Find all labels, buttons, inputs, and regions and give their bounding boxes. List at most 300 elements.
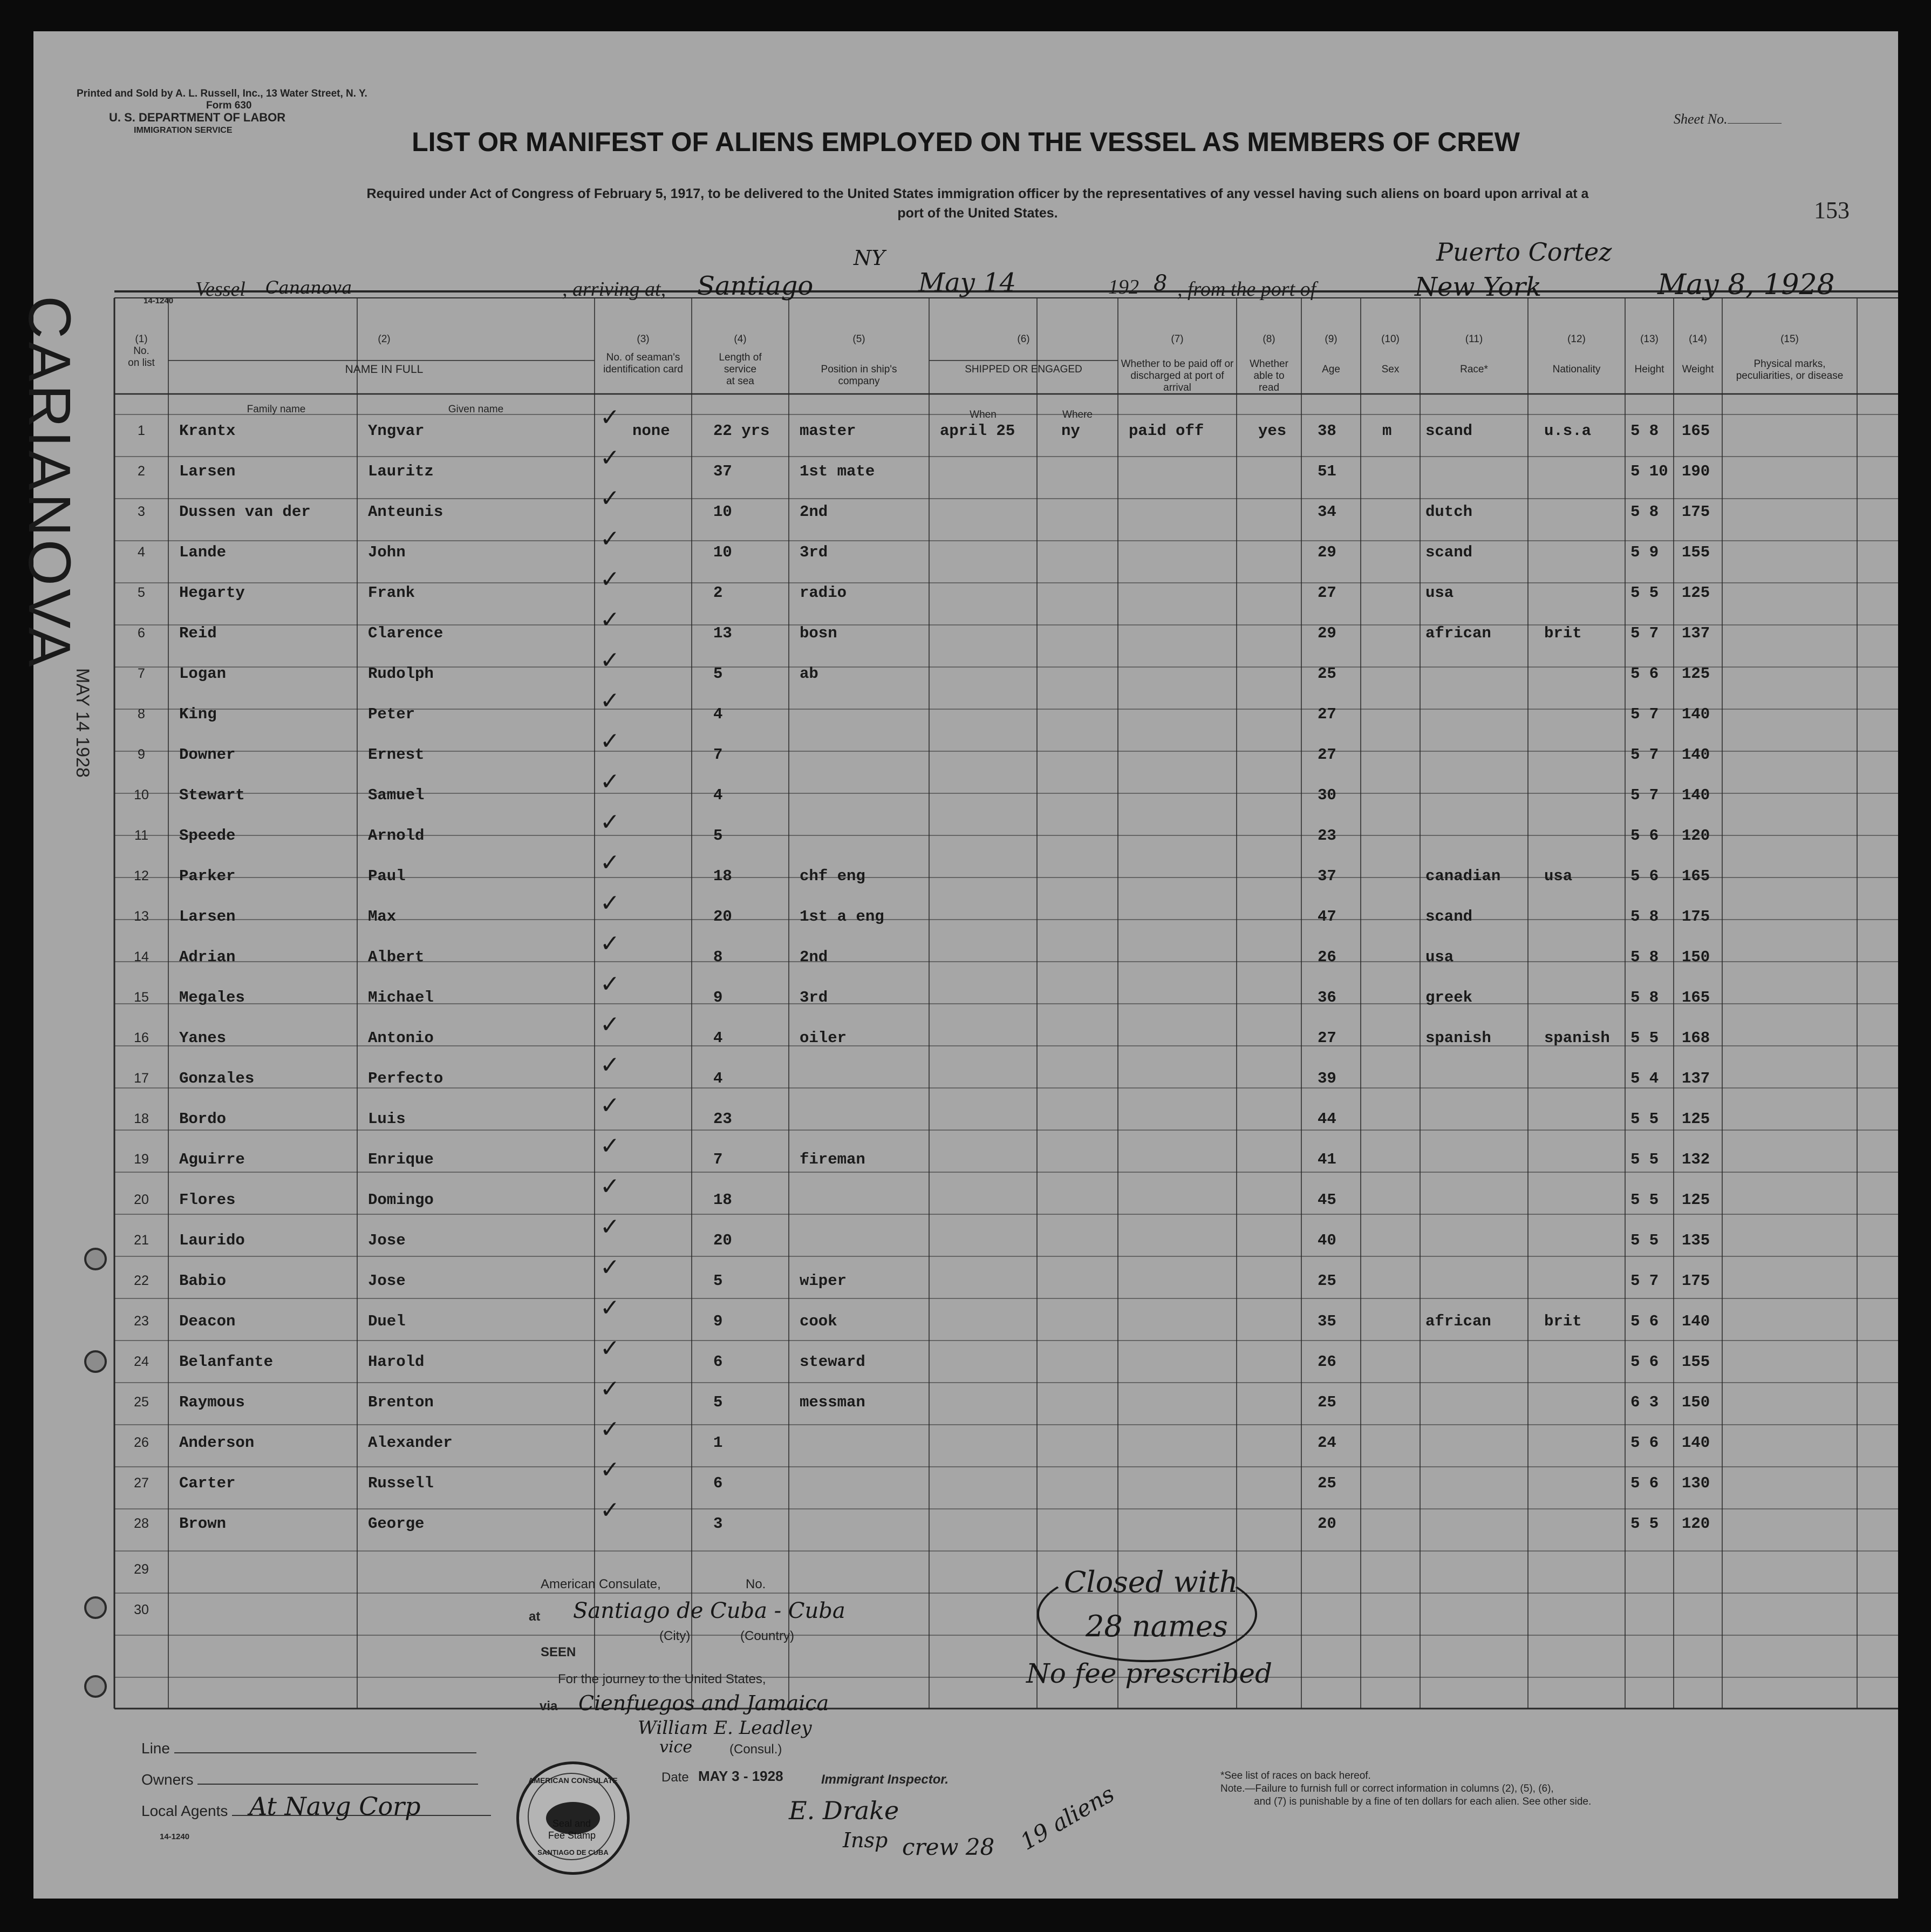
cell-position: 1st a eng [800,908,884,926]
check-mark-icon: ✓ [600,849,620,876]
cell-given: Peter [368,705,415,723]
row-number: 7 [138,666,145,681]
cell-service: 9 [713,1312,723,1330]
cell-height: 5 6 [1630,1312,1659,1330]
cell-family: Raymous [179,1393,245,1411]
cell-age: 26 [1318,1353,1336,1371]
row-number: 13 [134,909,149,924]
inspector-label: Immigrant Inspector. [821,1772,949,1787]
header-col4: (4) Length of service at sea [719,334,762,387]
cell-when: april 25 [940,422,1015,440]
cell-race: scand [1425,543,1473,561]
check-mark-icon: ✓ [600,1092,620,1119]
cell-family: Megales [179,989,245,1006]
check-mark-icon: ✓ [600,727,620,755]
header-col5: (5) Position in ship's company [821,334,897,387]
agents-label: Local Agents [141,1802,491,1820]
manifest-paper [16,31,1898,1899]
cell-family: Speede [179,827,236,845]
cell-height: 5 8 [1630,948,1659,966]
cell-position: radio [800,584,847,602]
cell-family: Anderson [179,1434,255,1452]
cell-height: 5 9 [1630,543,1659,561]
cell-height: 5 7 [1630,705,1659,723]
cell-nat: brit [1544,1312,1582,1330]
cell-height: 5 8 [1630,422,1659,440]
inspector-signature: E. Drake [789,1796,899,1825]
cell-service: 22 yrs [713,422,770,440]
row-number: 21 [134,1233,149,1248]
city-label: (City) [659,1629,691,1643]
cell-height: 5 5 [1630,1110,1659,1128]
cell-weight: 125 [1682,665,1710,683]
cell-service: 4 [713,1070,723,1087]
cell-weight: 120 [1682,827,1710,845]
penalty-note-2: and (7) is punishable by a fine of ten dollars for each alien. See other side. [1254,1796,1592,1807]
consulate-city: Santiago de Cuba - Cuba [573,1598,845,1623]
side-stamp: CARIANOVA [16,296,83,670]
cell-weight: 137 [1682,1070,1710,1087]
cell-height: 5 6 [1630,665,1659,683]
cell-position: 1st mate [800,462,875,480]
binder-hole [84,1248,107,1270]
cell-family: Deacon [179,1312,236,1330]
cell-family: Dussen van der [179,503,311,521]
arrival-date: May 14 [918,268,1016,298]
header-when: When [970,409,997,420]
cell-position: 3rd [800,989,828,1006]
row-number: 29 [134,1562,149,1577]
closed-note: Closed with 28 names No fee prescribed [1026,1565,1272,1689]
cell-given: Albert [368,948,425,966]
cell-service: 6 [713,1474,723,1492]
check-mark-icon: ✓ [600,1051,620,1079]
cell-race: african [1425,624,1491,642]
cell-weight: 132 [1682,1151,1710,1168]
cell-height: 5 5 [1630,584,1659,602]
header-where: Where [1062,409,1093,420]
arriving-note: NY [854,246,885,270]
cell-position: oiler [800,1029,847,1047]
cell-given: Alexander [368,1434,453,1452]
header-col8: (8) Whether able to read [1250,334,1288,393]
cell-service: 20 [713,908,732,926]
cell-age: 30 [1318,786,1336,804]
check-mark-icon: ✓ [600,1335,620,1362]
check-mark-icon: ✓ [600,525,620,553]
cell-weight: 140 [1682,705,1710,723]
year-prefix: 192 [1108,276,1139,298]
cell-given: Frank [368,584,415,602]
from-note: Puerto Cortez [1436,237,1612,267]
header-col13: (13) Height [1634,334,1664,375]
check-mark-icon: ✓ [600,1213,620,1241]
cell-height: 5 6 [1630,827,1659,845]
cell-height: 5 6 [1630,1474,1659,1492]
cell-age: 34 [1318,503,1336,521]
cell-age: 40 [1318,1232,1336,1249]
cell-given: Samuel [368,786,425,804]
cell-given: Michael [368,989,434,1006]
cell-given: Luis [368,1110,406,1128]
cell-service: 5 [713,1393,723,1411]
cell-race: canadian [1425,867,1501,885]
row-number: 24 [134,1354,149,1369]
cell-service: 6 [713,1353,723,1371]
binder-hole [84,1596,107,1619]
requirement-text: Required under Act of Congress of February 5, 1917, to be delivered to the United States immigration officer by the representatives of any vessel having such aliens on board upon arrival at a port of the United States. [366,186,1589,221]
crew-count-note: crew 28 [902,1834,995,1860]
cell-family: Carter [179,1474,236,1492]
cell-age: 25 [1318,1272,1336,1290]
cell-height: 5 5 [1630,1029,1659,1047]
header-given-name: Given name [448,404,504,415]
from-label: , from the port of [1177,278,1316,301]
cell-height: 5 7 [1630,624,1659,642]
cell-age: 37 [1318,867,1336,885]
departure-date: May 8, 1928 [1657,269,1835,301]
check-mark-icon: ✓ [600,768,620,795]
row-number: 30 [134,1602,149,1617]
check-mark-icon: ✓ [600,687,620,715]
cell-position: master [800,422,856,440]
cell-family: Babio [179,1272,227,1290]
header-col9: (9) Age [1322,334,1340,375]
cell-weight: 175 [1682,908,1710,926]
header-col7: (7) Whether to be paid off or discharged at port of arrival [1121,334,1234,393]
row-number: 9 [138,747,145,762]
cell-position: chf eng [800,867,865,885]
binder-hole [84,1350,107,1373]
cell-family: Yanes [179,1029,227,1047]
cell-service: 18 [713,867,732,885]
check-mark-icon: ✓ [600,566,620,593]
cell-service: 4 [713,1029,723,1047]
cell-family: King [179,705,217,723]
vice-note: vice [659,1738,693,1757]
cell-family: Logan [179,665,227,683]
cell-service: 37 [713,462,732,480]
arriving-port: Santiago [697,271,814,301]
printer-imprint: Printed and Sold by A. L. Russell, Inc., 13 Water Street, N. Y. [77,88,367,99]
cell-family: Bordo [179,1110,227,1128]
form-number: Form 630 [206,100,252,111]
cell-given: Lauritz [368,462,434,480]
cell-given: Brenton [368,1393,434,1411]
via-route: Cienfuegos and Jamaica [578,1691,829,1715]
cell-service: 4 [713,786,723,804]
cell-service: 5 [713,827,723,845]
cell-age: 23 [1318,827,1336,845]
cell-service: 4 [713,705,723,723]
cell-weight: 150 [1682,1393,1710,1411]
header-col14: (14) Weight [1682,334,1714,375]
cell-given: Arnold [368,827,425,845]
cell-given: Russell [368,1474,434,1492]
cell-given: Yngvar [368,422,425,440]
cell-position: 3rd [800,543,828,561]
table-grid [16,31,1898,1899]
cell-service: 18 [713,1191,732,1209]
cell-height: 5 10 [1630,462,1668,480]
check-mark-icon: ✓ [600,1416,620,1443]
cell-weight: 165 [1682,422,1710,440]
cell-given: Enrique [368,1151,434,1168]
cell-family: Parker [179,867,236,885]
cell-weight: 175 [1682,503,1710,521]
header-col10: (10) Sex [1381,334,1400,375]
cell-service: 13 [713,624,732,642]
cell-family: Downer [179,746,236,764]
row-number: 19 [134,1152,149,1167]
cell-service: 7 [713,1151,723,1168]
at-label: at [529,1609,541,1624]
cell-given: Perfecto [368,1070,443,1087]
cell-service: 3 [713,1515,723,1533]
local-agents: At Navg Corp [249,1792,421,1821]
cell-family: Gonzales [179,1070,255,1087]
cell-age: 38 [1318,422,1336,440]
consulate-label: American Consulate, [541,1577,661,1591]
row-number: 26 [134,1435,149,1450]
check-mark-icon: ✓ [600,606,620,634]
row-number: 6 [138,625,145,641]
cell-height: 5 8 [1630,503,1659,521]
cell-card: none [632,422,670,440]
consul-label: (Consul.) [729,1742,782,1757]
date-label: Date [661,1770,689,1785]
cell-service: 5 [713,665,723,683]
cell-race: african [1425,1312,1491,1330]
cell-weight: 135 [1682,1232,1710,1249]
cell-weight: 168 [1682,1029,1710,1047]
cell-weight: 130 [1682,1474,1710,1492]
cell-family: Larsen [179,462,236,480]
arriving-label: , arriving at, [562,278,666,301]
cell-height: 5 7 [1630,746,1659,764]
cell-age: 27 [1318,584,1336,602]
cell-age: 24 [1318,1434,1336,1452]
cell-position: steward [800,1353,865,1371]
cell-weight: 190 [1682,462,1710,480]
header-col2: (2) NAME IN FULL [345,334,424,376]
cell-age: 51 [1318,462,1336,480]
cell-age: 45 [1318,1191,1336,1209]
row-number: 11 [134,828,148,843]
cell-family: Reid [179,624,217,642]
cell-age: 29 [1318,543,1336,561]
row-number: 10 [134,787,149,802]
header-col12: (12) Nationality [1552,334,1601,375]
cell-height: 5 8 [1630,989,1659,1006]
cell-given: Ernest [368,746,425,764]
cell-read: yes [1258,422,1287,440]
cell-weight: 137 [1682,624,1710,642]
cell-family: Lande [179,543,227,561]
cell-family: Larsen [179,908,236,926]
department-label: U. S. DEPARTMENT OF LABOR [109,111,286,124]
cell-position: bosn [800,624,837,642]
cell-age: 27 [1318,705,1336,723]
cell-age: 39 [1318,1070,1336,1087]
cell-family: Hegarty [179,584,245,602]
cell-service: 8 [713,948,723,966]
header-col6: (6) SHIPPED OR ENGAGED [965,334,1082,375]
check-mark-icon: ✓ [600,1132,620,1160]
cell-given: George [368,1515,425,1533]
cell-position: 2nd [800,503,828,521]
cell-age: 20 [1318,1515,1336,1533]
cell-age: 44 [1318,1110,1336,1128]
cell-race: scand [1425,908,1473,926]
cell-height: 5 4 [1630,1070,1659,1087]
cell-nat: usa [1544,867,1573,885]
check-mark-icon: ✓ [600,1173,620,1200]
cell-position: ab [800,665,818,683]
row-number: 3 [138,504,145,519]
cell-weight: 140 [1682,1312,1710,1330]
cell-family: Belanfante [179,1353,274,1371]
via-label: via [540,1699,558,1713]
cell-weight: 165 [1682,989,1710,1006]
row-number: 20 [134,1192,149,1207]
row-number: 2 [138,464,145,479]
cell-given: Paul [368,867,406,885]
cell-weight: 140 [1682,746,1710,764]
header-col11: (11) Race* [1460,334,1488,375]
cell-family: Stewart [179,786,245,804]
check-mark-icon: ✓ [600,808,620,836]
aliens-count-note: 19 aliens [1015,1780,1119,1855]
check-mark-icon: ✓ [600,1294,620,1322]
cell-height: 5 6 [1630,1353,1659,1371]
cell-race: greek [1425,989,1473,1006]
cell-weight: 155 [1682,1353,1710,1371]
consul-signature: William E. Leadley [638,1717,812,1739]
cell-age: 25 [1318,1393,1336,1411]
row-number: 4 [138,545,145,560]
cell-service: 7 [713,746,723,764]
cell-weight: 140 [1682,786,1710,804]
cell-height: 5 5 [1630,1191,1659,1209]
cell-age: 41 [1318,1151,1336,1168]
cell-given: Rudolph [368,665,434,683]
row-number: 1 [138,423,145,438]
journey-label: For the journey to the United States, [558,1672,766,1686]
cell-race: dutch [1425,503,1473,521]
cell-given: Jose [368,1272,406,1290]
sheet-number: 153 [1814,197,1850,223]
cell-position: fireman [800,1151,865,1168]
form-title: LIST OR MANIFEST OF ALIENS EMPLOYED ON THE VESSEL AS MEMBERS OF CREW [412,127,1520,157]
row-number: 14 [134,949,149,964]
form-code-top: 14-1240 [144,296,174,305]
check-mark-icon: ✓ [600,485,620,512]
form-code-bottom: 14-1240 [160,1832,190,1841]
check-mark-icon: ✓ [600,444,620,472]
cell-age: 25 [1318,665,1336,683]
row-number: 12 [134,868,149,883]
cell-height: 6 3 [1630,1393,1659,1411]
cell-height: 5 6 [1630,1434,1659,1452]
cell-given: Harold [368,1353,425,1371]
cell-height: 5 8 [1630,908,1659,926]
row-number: 27 [134,1475,149,1491]
cell-nat: brit [1544,624,1582,642]
cell-height: 5 5 [1630,1151,1659,1168]
inspector-title: Insp [843,1828,888,1852]
check-mark-icon: ✓ [600,1011,620,1038]
cell-height: 5 6 [1630,867,1659,885]
side-date-stamp: MAY 14 1928 [72,668,93,778]
cell-position: wiper [800,1272,847,1290]
from-port: New York [1415,272,1542,302]
row-number: 23 [134,1314,149,1329]
vessel-name: Cananova [265,277,352,298]
cell-race: usa [1425,948,1454,966]
cell-family: Aguirre [179,1151,245,1168]
row-number: 5 [138,585,145,600]
cell-age: 27 [1318,1029,1336,1047]
row-number: 8 [138,706,145,722]
check-mark-icon: ✓ [600,647,620,674]
cell-height: 5 7 [1630,1272,1659,1290]
cell-family: Laurido [179,1232,245,1249]
cell-age: 29 [1318,624,1336,642]
cell-race: spanish [1425,1029,1491,1047]
cell-given: Max [368,908,397,926]
cell-weight: 175 [1682,1272,1710,1290]
cell-family: Brown [179,1515,227,1533]
seen-label: SEEN [541,1645,576,1659]
cell-age: 35 [1318,1312,1336,1330]
vessel-label: Vessel [195,278,245,301]
consulate-seal: AMERICAN CONSULATE Seal and Fee Stamp SANTIAGO DE CUBA [516,1761,630,1875]
cell-given: Jose [368,1232,406,1249]
binder-hole [84,1675,107,1698]
cell-weight: 125 [1682,1191,1710,1209]
cell-nat: spanish [1544,1029,1610,1047]
row-number: 25 [134,1394,149,1410]
cell-age: 47 [1318,908,1336,926]
cell-given: Duel [368,1312,406,1330]
year-suffix: 8 [1154,271,1168,296]
sheet-label: Sheet No. [1674,111,1782,127]
cell-service: 23 [713,1110,732,1128]
cell-height: 5 5 [1630,1232,1659,1249]
check-mark-icon: ✓ [600,889,620,917]
row-number: 22 [134,1273,149,1288]
cell-height: 5 7 [1630,786,1659,804]
cell-weight: 155 [1682,543,1710,561]
cell-position: 2nd [800,948,828,966]
cell-weight: 125 [1682,584,1710,602]
header-col1: (1) No. on list [128,334,155,369]
check-mark-icon: ✓ [600,970,620,998]
cell-weight: 165 [1682,867,1710,885]
cell-race: usa [1425,584,1454,602]
line-label: Line [141,1740,476,1757]
check-mark-icon: ✓ [600,1254,620,1281]
header-family-name: Family name [247,404,306,415]
cell-given: Domingo [368,1191,434,1209]
cell-service: 10 [713,503,732,521]
cell-paid: paid off [1129,422,1204,440]
cell-age: 36 [1318,989,1336,1006]
check-mark-icon: ✓ [600,404,620,431]
country-label: (Country) [740,1629,795,1643]
date-stamp: MAY 3 - 1928 [698,1768,783,1784]
